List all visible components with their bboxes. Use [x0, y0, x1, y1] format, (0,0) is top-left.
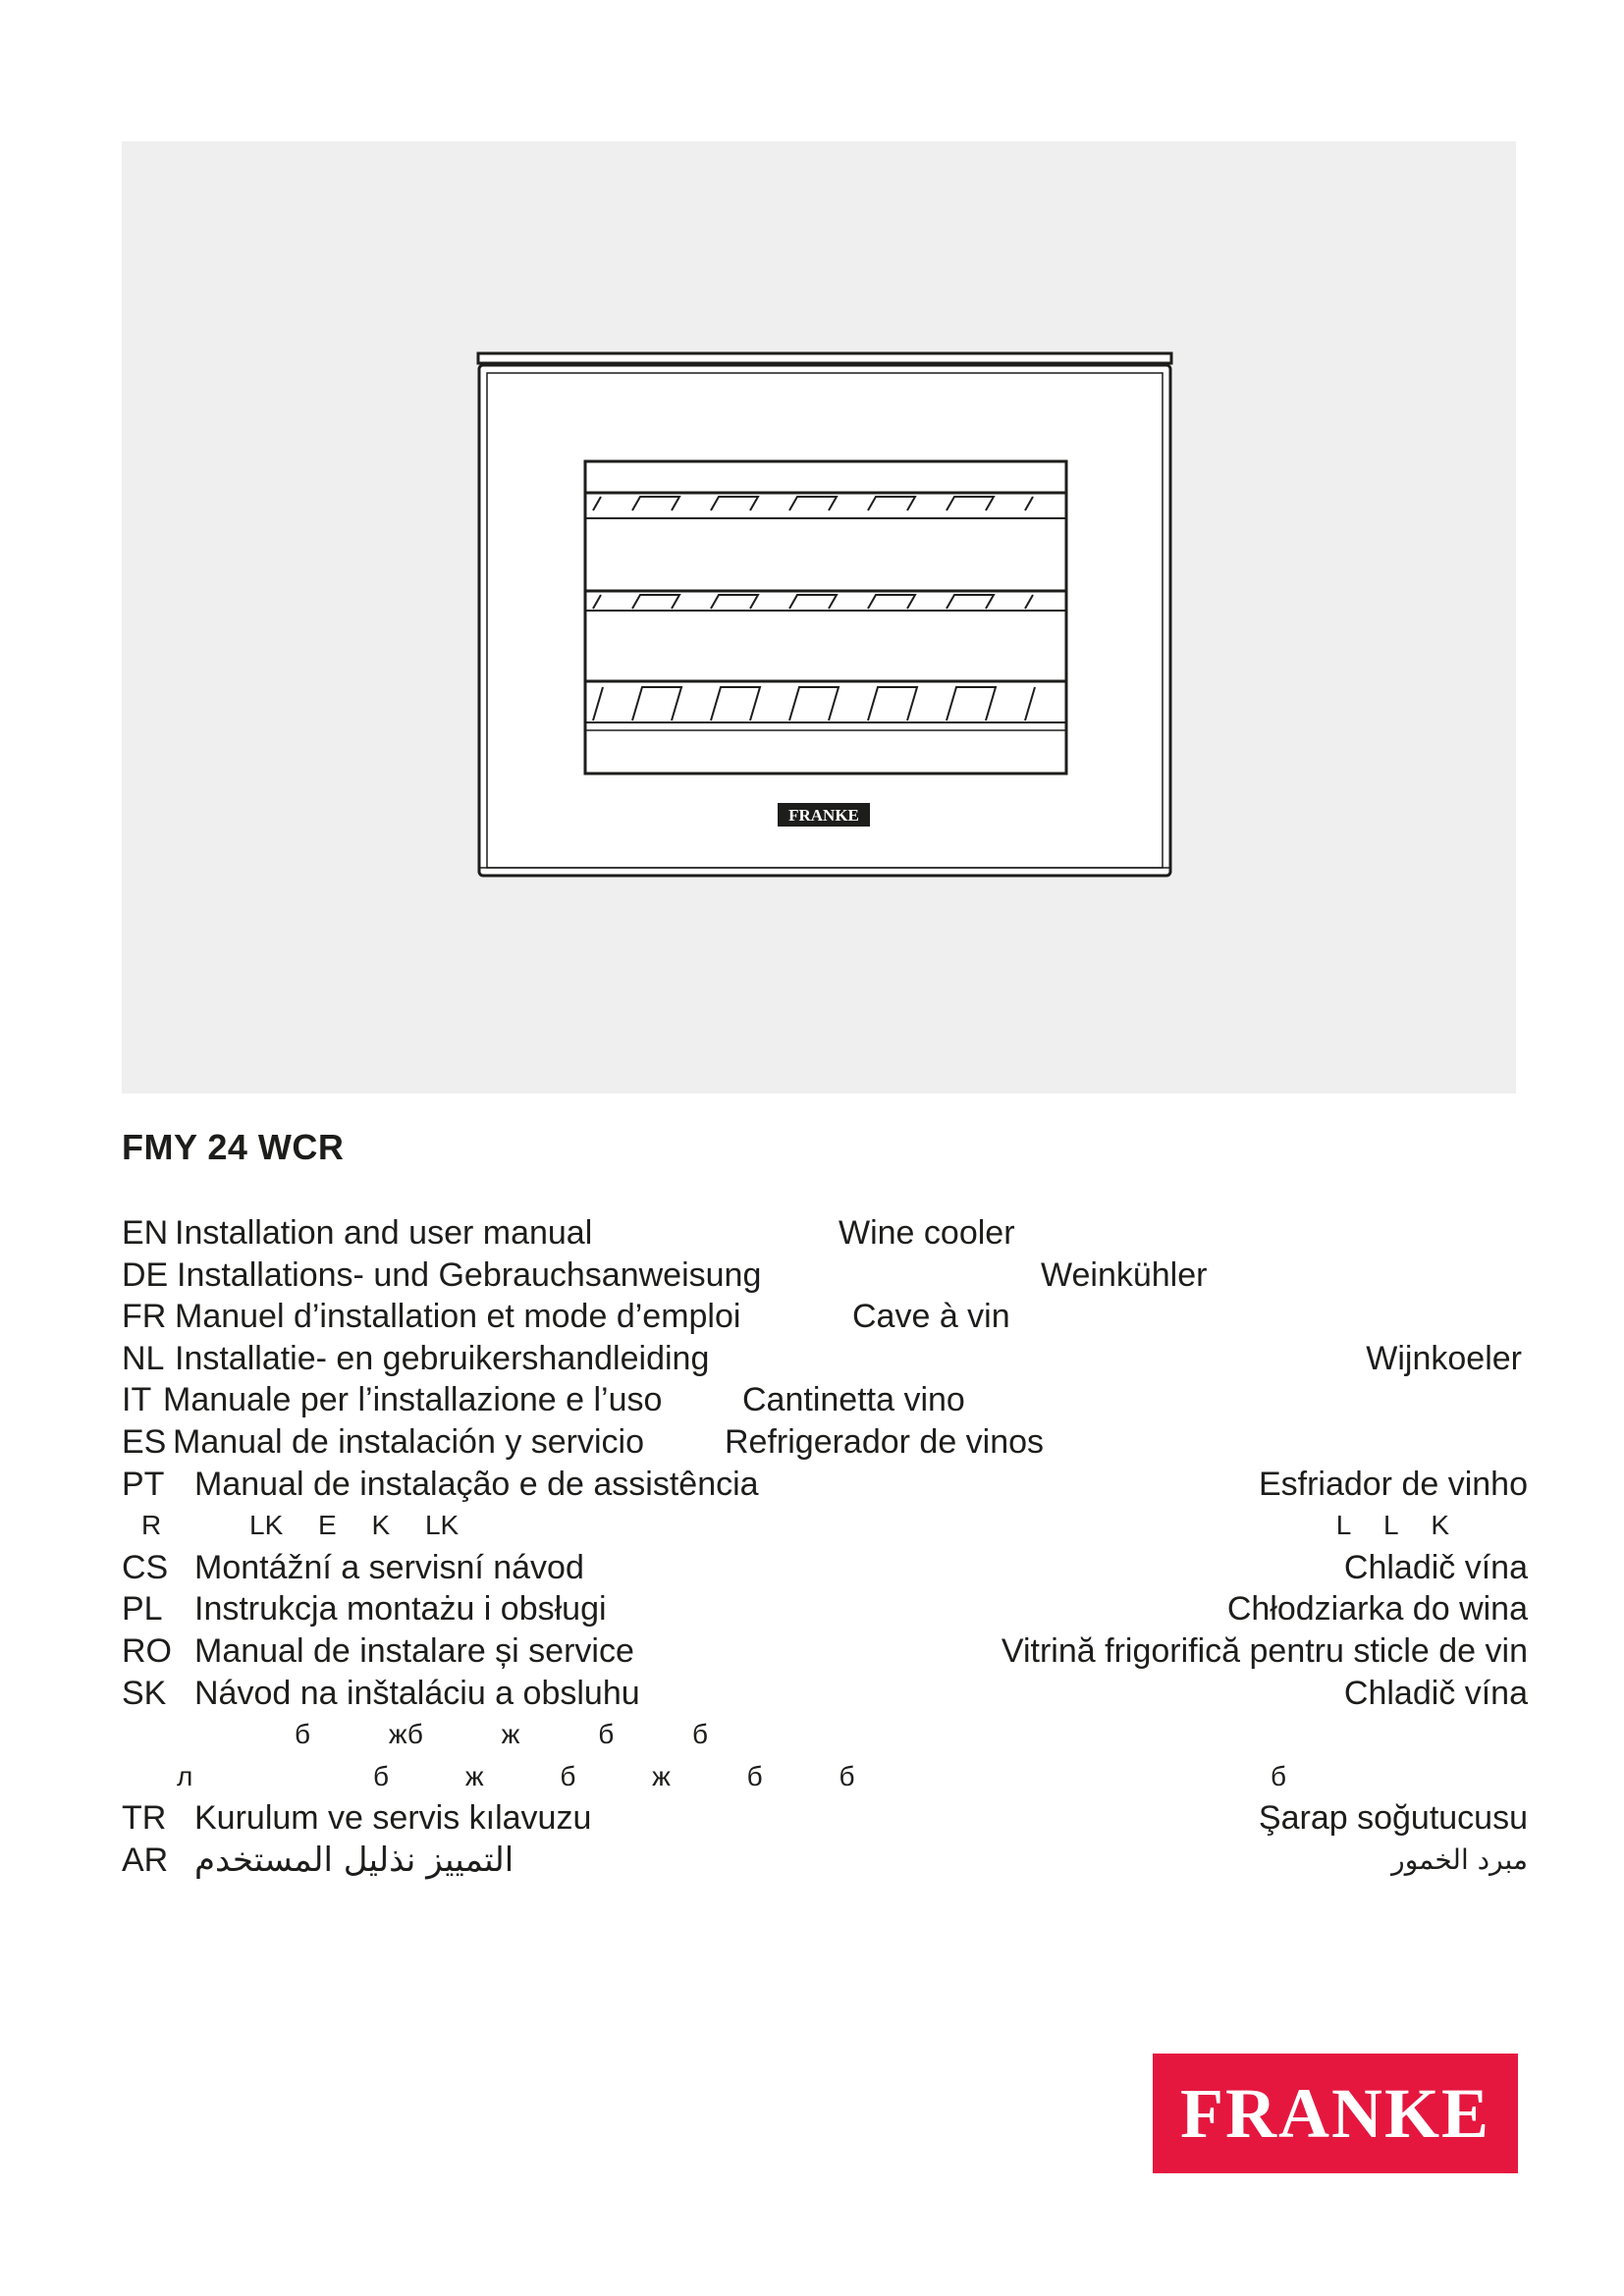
lang-code: PL	[122, 1590, 163, 1629]
product-name: Wijnkoeler	[1366, 1339, 1522, 1377]
manual-title: Installatie- en gebruikershandleiding	[175, 1339, 710, 1377]
language-row-nl	[122, 1338, 1528, 1380]
product-name: مبرد الخمور	[1391, 1842, 1528, 1876]
manual-title: Manuale per l’installazione e l’uso	[163, 1381, 663, 1419]
language-row-de	[122, 1255, 1528, 1297]
lang-code: л	[177, 1760, 193, 1791]
lang-code: AR	[122, 1841, 169, 1879]
language-row-ro	[122, 1630, 1528, 1673]
lang-code: EN	[122, 1214, 169, 1252]
lang-code: SK	[122, 1674, 167, 1712]
manual-title: б жб ж б б	[295, 1719, 709, 1750]
franke-logo	[1153, 2054, 1518, 2173]
product-name: Cave à vin	[852, 1298, 1010, 1336]
language-row-tr	[122, 1797, 1528, 1840]
language-row-pl	[122, 1588, 1528, 1630]
language-row-cs	[122, 1547, 1528, 1589]
product-name: Cantinetta vino	[742, 1381, 965, 1419]
franke-logo-text	[1180, 2073, 1490, 2155]
wine-cooler-drawing	[122, 141, 1516, 1094]
manual-title: Manual de instalação e de assistência	[194, 1465, 759, 1503]
language-list	[122, 1212, 1528, 1882]
product-name: L L K	[1335, 1510, 1449, 1541]
language-row-glyph-2	[122, 1756, 1528, 1798]
appliance-badge-text: FRANKE	[788, 806, 859, 825]
lang-code: NL	[122, 1339, 165, 1377]
manual-title: Manuel d’installation et mode d’emploi	[175, 1298, 741, 1336]
language-row-fr	[122, 1296, 1528, 1338]
lang-code: ES	[122, 1422, 167, 1461]
product-name: Chladič vína	[1343, 1674, 1528, 1712]
product-name: Chladič vína	[1343, 1548, 1528, 1586]
manual-title: Instrukcja montażu i obsługi	[194, 1590, 607, 1629]
lang-code: CS	[122, 1548, 169, 1586]
language-row-glyph-1	[122, 1714, 1528, 1756]
lang-code: RO	[122, 1631, 172, 1670]
manual-title: التمييز نذليل المستخدم	[194, 1840, 514, 1880]
model-title: FMY 24 WCR	[122, 1127, 345, 1167]
lang-code: PT	[122, 1465, 165, 1503]
product-name: Weinkühler	[1041, 1255, 1208, 1294]
manual-title: Manual de instalare și service	[194, 1631, 634, 1670]
product-name: Esfriador de vinho	[1258, 1465, 1528, 1503]
manual-title: Kurulum ve servis kılavuzu	[194, 1799, 592, 1838]
product-name: Wine cooler	[839, 1214, 1015, 1252]
language-row-r	[122, 1505, 1528, 1547]
language-row-en	[122, 1212, 1528, 1255]
product-name: Vitrină frigorifică pentru sticle de vin	[1001, 1631, 1528, 1670]
manual-title: Installation and user manual	[175, 1214, 593, 1252]
product-name: б	[1270, 1760, 1286, 1791]
product-illustration	[122, 141, 1516, 1094]
brand-name: FRANKE	[1180, 2073, 1490, 2153]
product-name: Refrigerador de vinos	[725, 1422, 1045, 1461]
manual-title: LK E K LK	[249, 1510, 460, 1541]
language-row-it	[122, 1379, 1528, 1421]
manual-title: Installations- und Gebrauchsanweisung	[177, 1255, 762, 1294]
language-row-ar	[122, 1840, 1528, 1882]
manual-title: Manual de instalación y servicio	[173, 1422, 645, 1461]
product-name: Şarap soğutucusu	[1258, 1799, 1528, 1838]
lang-code: R	[141, 1510, 162, 1541]
manual-title: Montážní a servisní návod	[194, 1548, 584, 1586]
language-row-es	[122, 1421, 1528, 1464]
manual-title: Návod na inštaláciu a obsluhu	[194, 1674, 640, 1712]
lang-code: FR	[122, 1298, 167, 1336]
manual-title: б ж б ж б б	[373, 1760, 855, 1791]
language-row-sk	[122, 1673, 1528, 1715]
lang-code: DE	[122, 1255, 169, 1294]
language-row-pt	[122, 1464, 1528, 1506]
lang-code: TR	[122, 1799, 167, 1838]
product-name: Chłodziarka do wina	[1226, 1590, 1528, 1629]
lang-code: IT	[122, 1381, 152, 1419]
